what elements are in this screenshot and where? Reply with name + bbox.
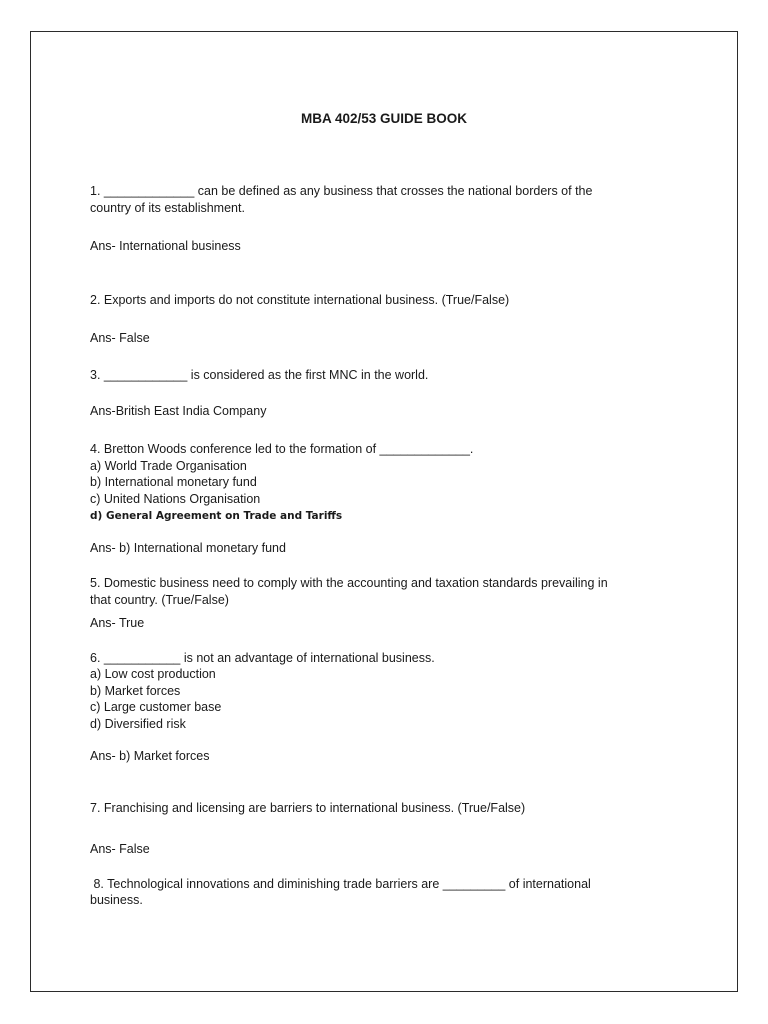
- question-7-line-1: 7. Franchising and licensing are barriers to international business. (True/False): [90, 801, 526, 815]
- question-4-answer: Ans- b) International monetary fund: [90, 541, 286, 555]
- question-2-line-1: 2. Exports and imports do not constitute international business. (True/False): [90, 293, 510, 307]
- question-4-option-c: c) United Nations Organisation: [90, 492, 261, 506]
- question-6-option-c: c) Large customer base: [90, 700, 222, 714]
- question-4-option-d: d) General Agreement on Trade and Tariffs: [90, 510, 343, 522]
- question-6-option-d: d) Diversified risk: [90, 717, 186, 731]
- question-6-option-b: b) Market forces: [90, 684, 181, 698]
- question-2-answer: Ans- False: [90, 331, 150, 345]
- question-4-option-a: a) World Trade Organisation: [90, 459, 247, 473]
- question-6-answer: Ans- b) Market forces: [90, 749, 210, 763]
- question-6-line-1: 6. ___________ is not an advantage of international business.: [90, 651, 435, 665]
- question-1-line-2: country of its establishment.: [90, 201, 245, 215]
- question-4-option-b: b) International monetary fund: [90, 475, 257, 489]
- question-8-line-2: business.: [90, 893, 143, 907]
- question-3-answer: Ans-British East India Company: [90, 404, 267, 418]
- question-3-line-1: 3. ____________ is considered as the first MNC in the world.: [90, 368, 429, 382]
- question-5-answer: Ans- True: [90, 616, 145, 630]
- question-4-line-1: 4. Bretton Woods conference led to the formation of _____________.: [90, 442, 474, 456]
- question-5-line-2: that country. (True/False): [90, 593, 229, 607]
- question-1-line-1: 1. _____________ can be defined as any business that crosses the national borders of the: [90, 184, 593, 198]
- page-title: MBA 402/53 GUIDE BOOK: [300, 111, 468, 126]
- question-6-option-a: a) Low cost production: [90, 667, 216, 681]
- question-7-answer: Ans- False: [90, 842, 150, 856]
- question-5-line-1: 5. Domestic business need to comply with the accounting and taxation standards prevailing in: [90, 576, 608, 590]
- question-1-answer: Ans- International business: [90, 239, 241, 253]
- question-8-line-1: 8. Technological innovations and diminishing trade barriers are _________ of international: [90, 877, 591, 891]
